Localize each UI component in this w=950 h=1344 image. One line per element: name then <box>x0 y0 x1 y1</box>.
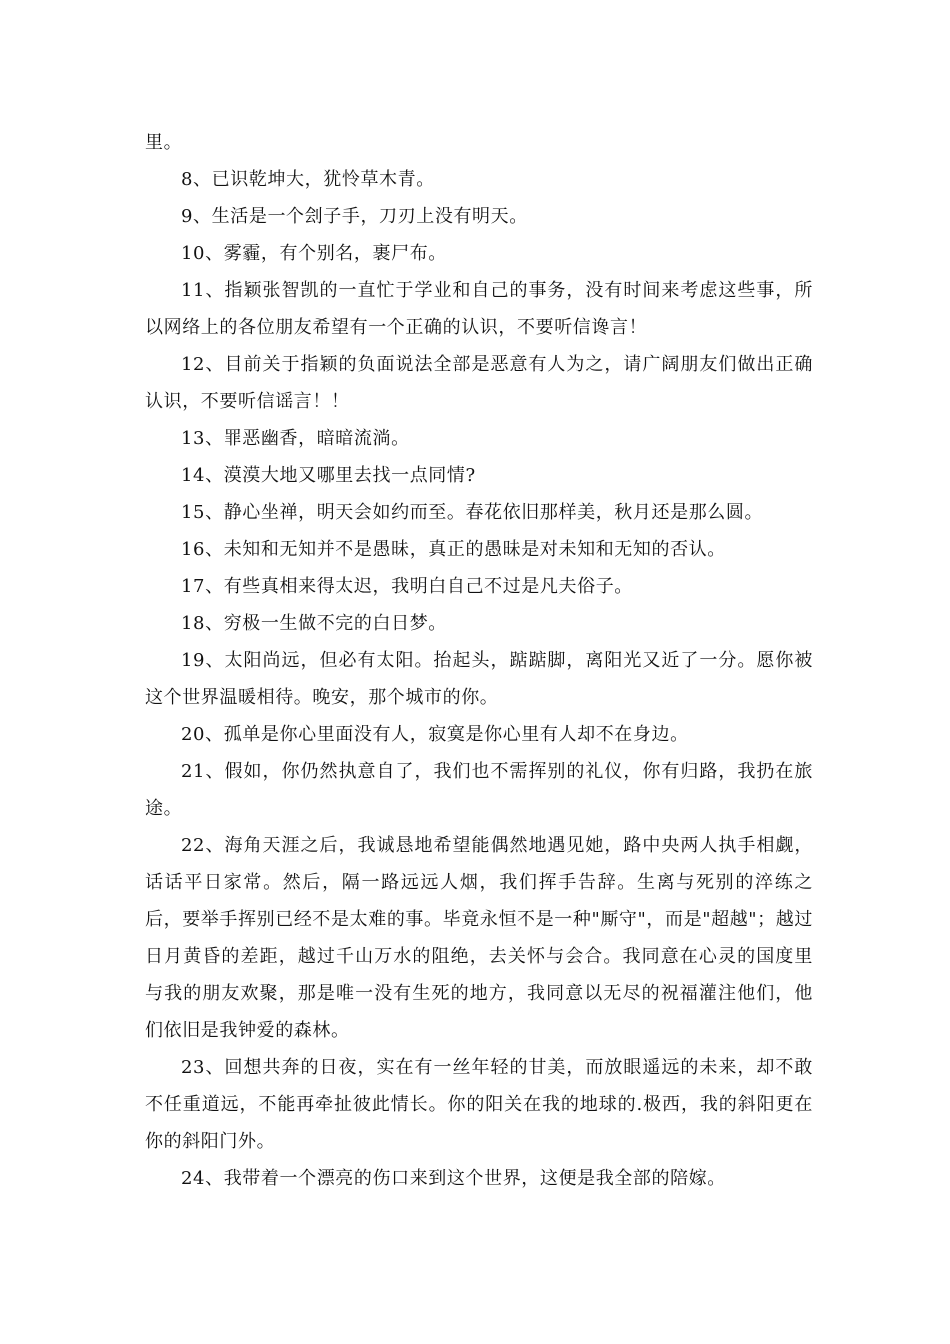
paragraph: 14、漠漠大地又哪里去找一点同情? <box>181 465 476 486</box>
paragraph: 8、已识乾坤大，犹怜草木青。 <box>181 169 435 190</box>
paragraph: 22、海角天涯之后，我诚恳地希望能偶然地遇见她，路中央两人执手相觑，话话平日家常。然后，隔一路远远人烟，我们挥手告辞。生离与死别的淬练之后，要举手挥别已经不是太难的事。毕竟永恒不是一种"厮守"，而是"超越"；越过日月黄昏的差距，越过千山万水的阻绝，去关怀与会合。我同意在心灵的国度里与我的朋友欢聚，那是唯一没有生死的地方，我同意以无尽的祝福灌注他们，他们依旧是我钟爱的森林。 <box>145 835 813 1041</box>
paragraph: 24、我带着一个漂亮的伤口来到这个世界，这便是我全部的陪嫁。 <box>181 1168 726 1189</box>
paragraph: 12、目前关于指颖的负面说法全部是恶意有人为之，请广阔朋友们做出正确认识，不要听信谣言！！ <box>145 354 813 412</box>
paragraph: 17、有些真相来得太迟，我明白自己不过是凡夫俗子。 <box>181 576 633 597</box>
paragraph: 11、指颖张智凯的一直忙于学业和自己的事务，没有时间来考虑这些事，所以网络上的各位朋友希望有一个正确的认识，不要听信谗言！ <box>145 280 813 338</box>
paragraph: 13、罪恶幽香，暗暗流淌。 <box>181 428 410 449</box>
document-body <box>145 124 813 1197</box>
paragraph: 16、未知和无知并不是愚昧，真正的愚昧是对未知和无知的否认。 <box>181 539 726 560</box>
paragraph: 15、静心坐禅，明天会如约而至。春花依旧那样美，秋月还是那么圆。 <box>181 502 764 523</box>
paragraph: 9、生活是一个刽子手，刀刃上没有明天。 <box>181 206 528 227</box>
paragraph: 21、假如，你仍然执意自了，我们也不需挥别的礼仪，你有归路，我扔在旅途。 <box>145 761 813 819</box>
paragraph: 10、雾霾，有个别名，裹尸布。 <box>181 243 447 264</box>
paragraph: 23、回想共奔的日夜，实在有一丝年轻的甘美，而放眼遥远的未来，却不敢不任重道远，不能再牵扯彼此情长。你的阳关在我的地球的.极西，我的斜阳更在你的斜阳门外。 <box>145 1057 813 1152</box>
paragraph: 20、孤单是你心里面没有人，寂寞是你心里有人却不在身边。 <box>181 724 689 745</box>
paragraph: 18、穷极一生做不完的白日梦。 <box>181 613 447 634</box>
paragraph-continuation: 里。 <box>145 132 183 153</box>
paragraph: 19、太阳尚远，但必有太阳。抬起头，踮踮脚，离阳光又近了一分。愿你被这个世界温暖相待。晚安，那个城市的你。 <box>145 650 813 708</box>
